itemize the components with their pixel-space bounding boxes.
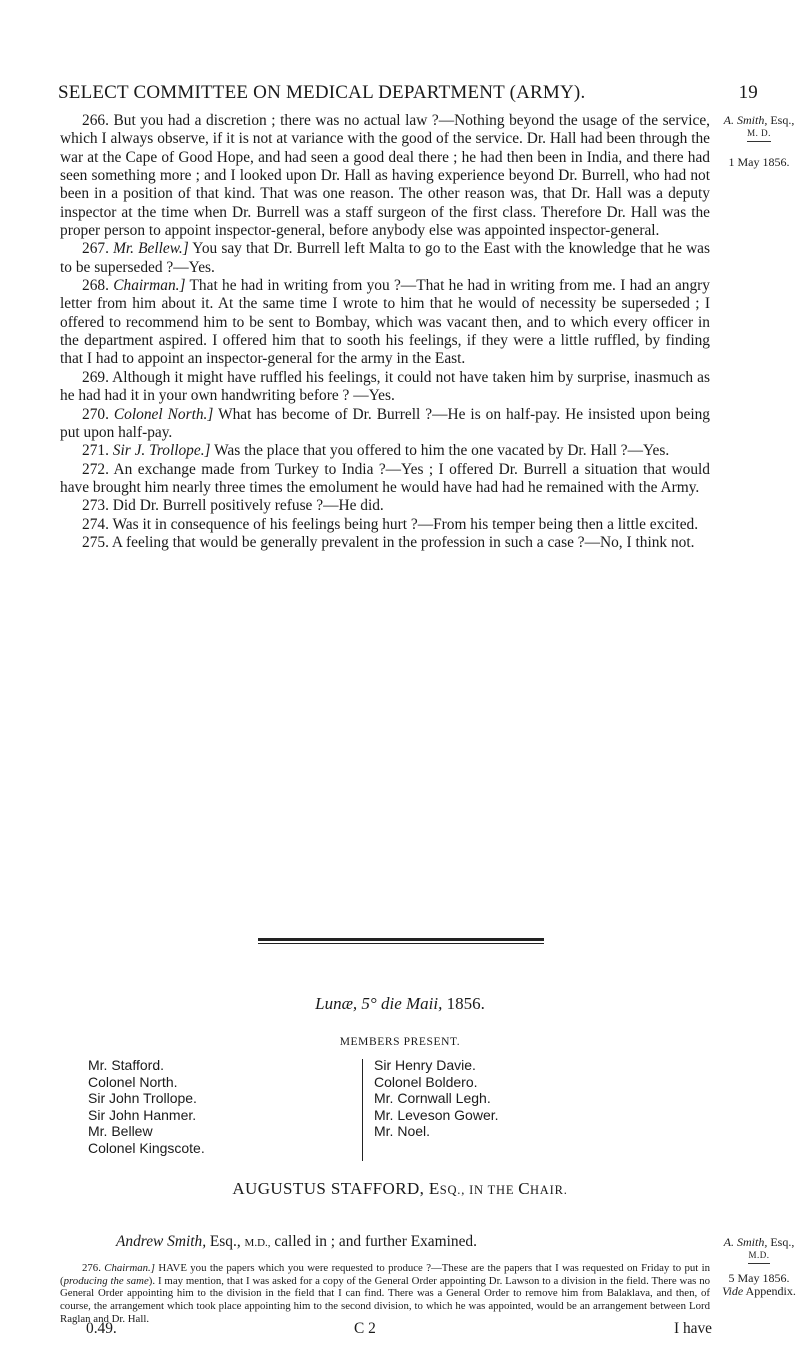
witness-heading: Andrew Smith, Esq., M.D., called in ; and further Examined. <box>116 1233 477 1250</box>
chair-line: AUGUSTUS STAFFORD, ESQ., IN THE CHAIR. <box>232 1179 568 1198</box>
margin-witness-esq: Esq., <box>767 113 795 127</box>
members-column-divider <box>362 1059 363 1161</box>
margin-note-witness-1 <box>718 114 800 169</box>
running-head <box>58 82 758 104</box>
question-274: 274. Was it in consequence of his feelings being hurt ?—From his temper being then a little excited. <box>82 515 699 533</box>
member-name: Mr. Noel. <box>374 1123 431 1140</box>
catchword: I have <box>673 1320 712 1337</box>
running-head-title: SELECT COMMITTEE ON MEDICAL DEPARTMENT (ARMY). <box>58 82 586 103</box>
member-name: Sir John Hanmer. <box>88 1106 197 1123</box>
members-present-heading: MEMBERS PRESENT. <box>339 1036 461 1048</box>
question-276: 276. Chairman.] HAVE you the papers which you were requested to produce ?—These are the papers that I was requested on Friday to put in (producing the same). I may mention, that I was asked for a copy of the General Order appointing Dr. Lawson to a division in the field. There was no General Order appointing him to the division in the field that I can find. There was a General Order to remove him from Balaklava, and then, of course, the arrangement which took place appointing him to the second division, to which he was appointed, would be an arrangement between Lord Raglan and Dr. Hall. <box>60 1262 711 1325</box>
member-name: Sir Henry Davie. <box>374 1057 476 1073</box>
section-divider-rule <box>258 938 544 941</box>
member-name: Colonel Boldero. <box>374 1073 478 1090</box>
member-name: Mr. Cornwall Legh. <box>374 1090 491 1107</box>
margin-date: 1 May 1856. <box>728 155 790 169</box>
member-name: Mr. Bellew <box>88 1123 153 1140</box>
page-footer <box>86 1320 712 1340</box>
member-name: Sir John Trollope. <box>88 1090 197 1107</box>
question-270: 270. Colonel North.] What has become of Dr. Burrell ?—He is on half-pay. He insisted upon being put upon half-pay. <box>60 405 711 441</box>
question-266: 266. But you had a discretion ; there was no actual law ?—Nothing beyond the usage of the service, which I always observe, if it is not at variance with the good of the service. Dr. Hall had been through the war at the Cape of Good Hope, and had seen a good deal there ; he had then been in India, and there had seen something more ; and I looked upon Dr. Hall as having experience beyond Dr. Burrell, who had not been in a position of that kind. That was one reason. The other reason was, that Dr. Hall was a deputy inspector at the time when Dr. Burrell was a staff surgeon of the first class. Therefore Dr. Hall was the proper person to appoint inspector-general, before anybody else was appointed inspector-general. <box>60 112 710 240</box>
evidence-body <box>60 112 710 552</box>
members-left-column <box>88 1057 318 1157</box>
margin-witness-name: A. Smith, <box>723 113 768 127</box>
members-list <box>88 1057 648 1167</box>
sitting-date-latin: Lunæ, 5° die Maii, <box>315 994 443 1013</box>
member-name: Mr. Stafford. <box>88 1057 164 1073</box>
question-272: 272. An exchange made from Turkey to India ?—Yes ; I offered Dr. Burrell a situation that would have brought him nearly three times the emolument he would have had had he remained with the Army. <box>60 460 710 496</box>
member-name: Colonel Kingscote. <box>88 1139 205 1156</box>
member-name: Colonel North. <box>88 1073 178 1090</box>
question-275: 275. A feeling that would be generally prevalent in the profession in such a case ?—No, I think not. <box>82 533 695 551</box>
question-271: 271. Sir J. Trollope.] Was the place that you offered to him the one vacated by Dr. Hall ?—Yes. <box>82 442 670 460</box>
signature-mark: C 2 <box>354 1320 376 1337</box>
page-number: 19 <box>738 82 758 103</box>
members-right-column <box>374 1057 634 1140</box>
evidence-body-2 <box>60 1262 710 1325</box>
sitting-year: 1856. <box>442 994 485 1013</box>
member-name: Mr. Leveson Gower. <box>374 1106 499 1123</box>
question-269: 269. Although it might have ruffled his feelings, it could not have taken him by surprise, inasmuch as he had had it in your own handwriting before ? —Yes. <box>60 368 710 405</box>
question-273: 273. Did Dr. Burrell positively refuse ?—He did. <box>82 497 384 515</box>
question-267: 267. Mr. Bellew.] You say that Dr. Burrell left Malta to go to the East with the knowledge that he was to be superseded ?—Yes. <box>60 240 711 276</box>
margin-degree: M. D. <box>747 127 771 142</box>
sitting-date <box>0 994 800 1014</box>
margin-note-witness-2: A. Smith, Esq., M.D. 5 May 1856. Vide Appendix. <box>722 1235 796 1298</box>
sheet-number: 0.49. <box>86 1320 117 1337</box>
question-268: 268. Chairman.] That he had in writing from you ?—That he had in writing from me. I had an angry letter from him about it. At the same time I wrote to him that he would of necessity be superseded ; I offered to recommend him to be sent to Bombay, which was vacant then, and to which every officer in the department aspired. I offered him that to sooth his feelings, if they were a little ruffled, by finding that I had to appoint an inspector-general for the army in the East. <box>60 277 711 368</box>
